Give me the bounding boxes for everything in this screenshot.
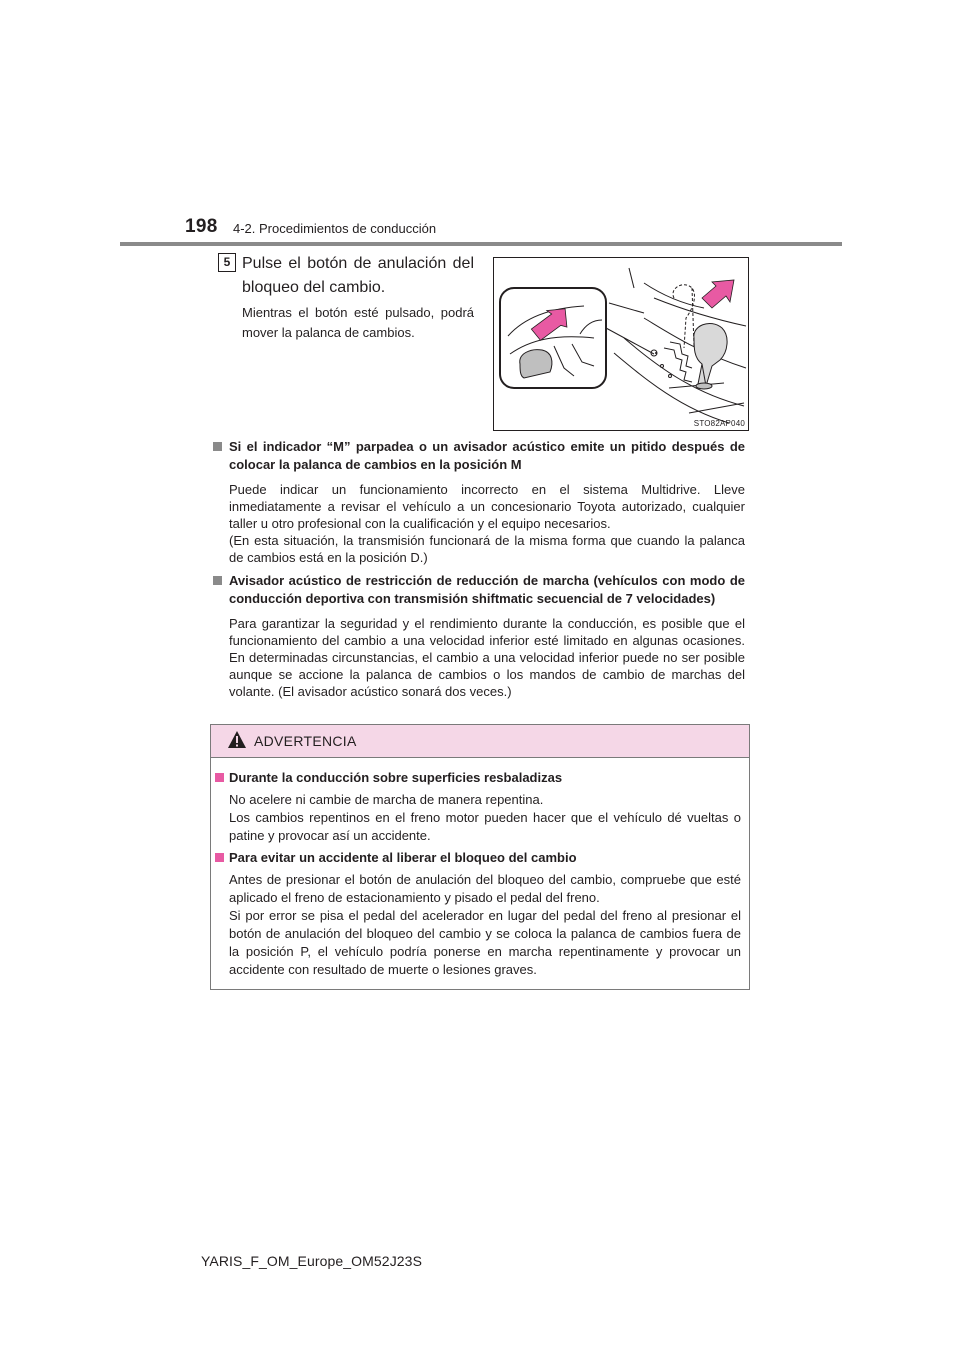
note-body [213,481,745,566]
document-id-footer: YARIS_F_OM_Europe_OM52J23S [201,1253,423,1269]
note-heading-text: Avisador acústico de restricción de reducción de marcha (vehículos con modo de conducción deportiva con transmisión shiftmatic secuencial de 7 velocidades) [229,573,745,606]
page-number: 198 [185,216,218,237]
shift-lever-drawing [494,258,748,430]
bullet-square-icon [213,442,222,451]
warning-paragraph: Si por error se pisa el pedal del acelerador en lugar del pedal del freno al presionar el botón de anulación del bloqueo del cambio y se coloca la palanca de cambios fuera de la posición P, el vehículo podría ponerse en marcha repentinamente y provocar un accidente con resultado de muerte o lesiones graves. [229,908,741,977]
section-title: 4-2. Procedimientos de conducción [233,221,437,236]
warning-header [211,725,749,758]
note-paragraph: Para garantizar la seguridad y el rendimiento durante la conducción, es posible que el funcionamiento del cambio a una velocidad inferior esté limitado en algunas ocasiones. En determinadas circunstancias, el cambio a una velocidad inferior puede no ser posible aunque se accione la palanca de cambios o los mandos de cambio de marchas del volante. (El avisador acústico sonará dos veces.) [229,616,745,699]
note-heading [213,572,745,608]
shift-lock-illustration [493,257,749,431]
bullet-square-icon [215,773,224,782]
illustration-code: STO82AP040 [693,419,745,428]
header-divider [120,242,842,246]
warning-item-heading-text: Para evitar un accidente al liberar el bloqueo del cambio [229,850,577,865]
note-paragraph: Puede indicar un funcionamiento incorrecto en el sistema Multidrive. Lleve inmediatamente a revisar el vehículo a un concesionario Toyota autorizado, cualquier taller u otro profesional con la cualificación y el equipo necesarios. [229,482,745,531]
note-heading-text: Si el indicador “M” parpadea o un avisador acústico emite un pitido después de colocar la palanca de cambios en la posición M [229,439,745,472]
step-note: Mientras el botón esté pulsado, podrá mover la palanca de cambios. [242,305,474,340]
step-title: Pulse el botón de anulación del bloqueo del cambio. [242,255,474,296]
warning-item-heading [215,849,741,867]
note-paragraph: (En esta situación, la transmisión funcionará de la misma forma que cuando la palanca de cambios está en la posición D.) [229,533,745,565]
warning-item-body [215,871,741,979]
warning-item-body [215,791,741,845]
warning-title: ADVERTENCIA [254,733,357,749]
warning-item-shift-lock [215,849,741,979]
warning-paragraph: Antes de presionar el botón de anulación del bloqueo del cambio, compruebe que esté aplicado el freno de estacionamiento y pisado el pedal del freno. [229,872,741,905]
note-heading [213,438,745,474]
warning-item-slippery [215,769,741,845]
warning-item-heading-text: Durante la conducción sobre superficies resbaladizas [229,770,563,785]
warning-paragraph: Los cambios repentinos en el freno motor pueden hacer que el vehículo dé vueltas o patine y provocar así un accidente. [229,810,741,843]
bullet-square-icon [215,853,224,862]
warning-item-heading [215,769,741,787]
note-body [213,615,745,700]
bullet-square-icon [213,576,222,585]
step-number-badge: 5 [218,253,236,272]
warning-box [210,724,750,990]
note-downshift-buzzer [213,572,745,700]
warning-paragraph: No acelere ni cambie de marcha de manera repentina. [229,792,544,807]
warning-triangle-icon [227,730,247,749]
note-multidrive [213,438,745,566]
